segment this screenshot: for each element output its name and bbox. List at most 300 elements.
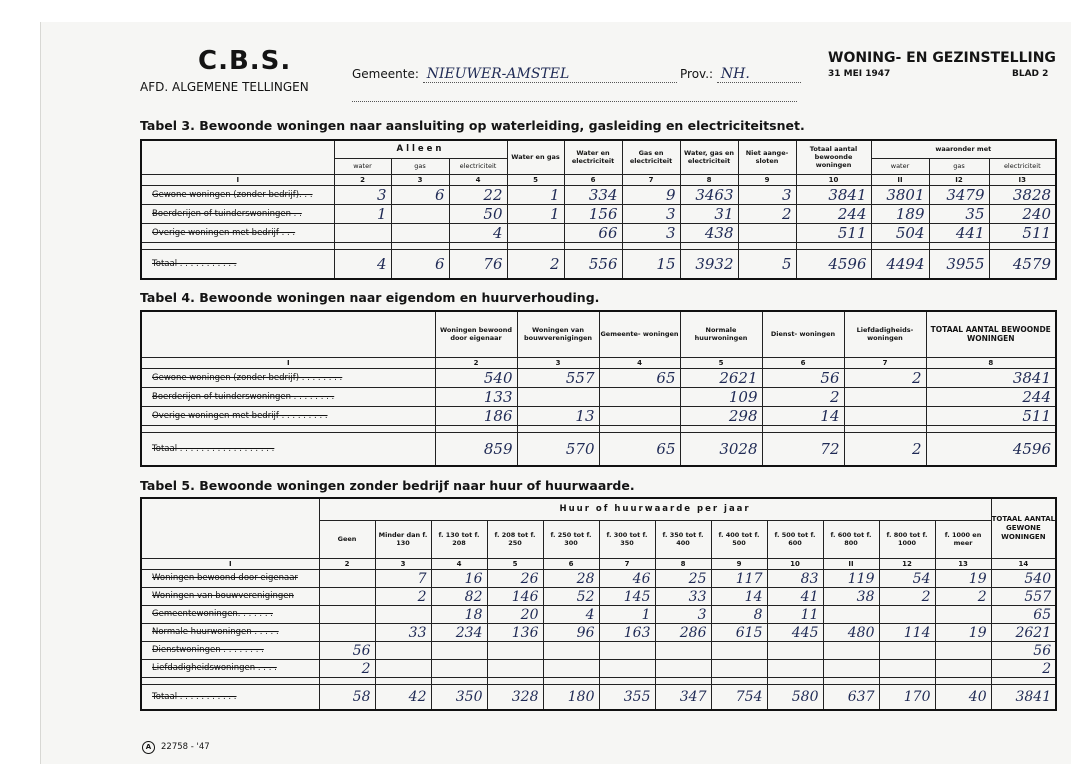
table4-title: Tabel 4. Bewoonde woningen naar eigendom en huurverhouding. — [140, 290, 600, 305]
table3-cell: 334 — [564, 185, 622, 204]
colnum: 10 — [767, 558, 823, 569]
table5-cell: 19 — [935, 569, 991, 587]
table5-row-label: Liefdadigheidswoningen . . . . — [141, 659, 319, 677]
table5-total-cell: 58 — [319, 684, 375, 710]
table5-cell: 14 — [711, 587, 767, 605]
table5-cell: 3 — [655, 605, 711, 623]
table4-total-cell: 3028 — [680, 432, 762, 466]
table4-row — [141, 387, 1056, 406]
table5-cell: 28 — [543, 569, 599, 587]
table5-col-totaal: TOTAAL AANTAL GEWONE WONINGEN — [991, 498, 1056, 558]
spacer-cell — [989, 242, 1056, 249]
table5-cell: 146 — [487, 587, 543, 605]
table5-cell: 145 — [599, 587, 655, 605]
table5-cell: 41 — [767, 587, 823, 605]
table4-cell: 186 — [435, 406, 517, 425]
table4-cell: 65 — [599, 368, 680, 387]
table5-total-cell: 42 — [375, 684, 431, 710]
colnum: II — [871, 174, 929, 185]
table3-row-label: Gewone woningen (zonder bedrijf). . . — [141, 185, 334, 204]
table3-row-label: Boerderijen of tuinderswoningen . . — [141, 204, 334, 223]
table5-cell: 52 — [543, 587, 599, 605]
table3-cell: 1 — [507, 204, 564, 223]
table4-col-totaal: TOTAAL AANTAL BEWOONDE WONINGEN — [926, 311, 1056, 357]
table4-col-gemeente: Gemeente- woningen — [599, 311, 680, 357]
table5-cell: 163 — [599, 623, 655, 641]
table5-total-cell: 637 — [823, 684, 879, 710]
spacer-cell — [935, 677, 991, 684]
colnum: I3 — [989, 174, 1056, 185]
spacer-cell — [926, 425, 1056, 432]
table3-cell: 66 — [564, 223, 622, 242]
table5-cell — [879, 641, 935, 659]
table3-sub-gas: gas — [391, 158, 449, 174]
table4-cell: 2 — [762, 387, 844, 406]
table3-cell: 1 — [334, 204, 391, 223]
table3-cell: 3801 — [871, 185, 929, 204]
table5-cell: 234 — [431, 623, 487, 641]
table3-total-cell: 4596 — [796, 249, 871, 279]
table5-cell: 26 — [487, 569, 543, 587]
province-label: Prov.: — [680, 67, 714, 81]
colnum: 5 — [507, 174, 564, 185]
table5-cell — [431, 659, 487, 677]
table5-cell — [319, 605, 375, 623]
table4-cell: 56 — [762, 368, 844, 387]
spacer-cell — [319, 677, 375, 684]
table5-cell — [767, 641, 823, 659]
table4-col-liefdadig: Liefdadigheids- woningen — [844, 311, 926, 357]
table4-row — [141, 406, 1056, 425]
table5-cell — [879, 605, 935, 623]
table5-total-cell: 347 — [655, 684, 711, 710]
table5-cell: 82 — [431, 587, 487, 605]
table4-row-label: Gewone woningen (zonder bedrijf) . . . . . . . . — [141, 368, 435, 387]
table5-cell — [319, 569, 375, 587]
table5-cell: 38 — [823, 587, 879, 605]
table5-col-header: Geen — [319, 520, 375, 558]
table5-row — [141, 659, 1056, 677]
table3-cell: 189 — [871, 204, 929, 223]
spacer-cell — [507, 242, 564, 249]
table4-colnum-row — [141, 357, 1056, 368]
table3-cell: 50 — [449, 204, 507, 223]
table3-total-cell: 556 — [564, 249, 622, 279]
colnum: 8 — [926, 357, 1056, 368]
table3-row — [141, 223, 1056, 242]
spacer-cell — [823, 677, 879, 684]
table4-cell: 3841 — [926, 368, 1056, 387]
table3-cell: 3 — [738, 185, 796, 204]
table3-total-row — [141, 249, 1056, 279]
table5-cell: 1 — [599, 605, 655, 623]
table3-col-gas-elec: Gas en electriciteit — [622, 140, 680, 174]
table5-cell: 540 — [991, 569, 1056, 587]
table5-cell: 4 — [543, 605, 599, 623]
table3-total-cell: 4579 — [989, 249, 1056, 279]
table3-cell: 244 — [796, 204, 871, 223]
table5-corner — [141, 498, 319, 558]
spacer-cell — [599, 425, 680, 432]
table5-cell — [375, 641, 431, 659]
table4-col-bouwver: Woningen van bouwverenigingen — [517, 311, 599, 357]
table3-colnum-row — [141, 174, 1056, 185]
colnum: 5 — [680, 357, 762, 368]
spacer-cell — [796, 242, 871, 249]
table5-cell: 56 — [319, 641, 375, 659]
table4-total-label: Totaal . . . . . . . . . . . . . . . . . . — [141, 432, 435, 466]
gemeente-value: NIEUWER-AMSTEL — [423, 66, 677, 83]
colnum: 5 — [487, 558, 543, 569]
province-value: NH. — [717, 66, 801, 83]
table5-row — [141, 587, 1056, 605]
colnum: I — [141, 357, 435, 368]
table3-sub-water: water — [334, 158, 391, 174]
table3-sub2-gas: gas — [929, 158, 989, 174]
table5-cell — [319, 587, 375, 605]
table4-total-cell: 4596 — [926, 432, 1056, 466]
table3-cell: 504 — [871, 223, 929, 242]
table5-row — [141, 569, 1056, 587]
table5-cell: 445 — [767, 623, 823, 641]
table5-total-cell: 580 — [767, 684, 823, 710]
table5-row-label: Woningen van bouwverenigingen — [141, 587, 319, 605]
form-code: 22758 - '47 — [161, 742, 210, 752]
colnum: 8 — [680, 174, 738, 185]
table5-cell — [375, 605, 431, 623]
table5-cell: 2 — [375, 587, 431, 605]
department-label: AFD. ALGEMENE TELLINGEN — [140, 80, 309, 94]
spacer-cell — [622, 242, 680, 249]
table4-cell: 13 — [517, 406, 599, 425]
table5-cell — [599, 641, 655, 659]
table5 — [140, 497, 1057, 711]
table5-cell: 2621 — [991, 623, 1056, 641]
gemeente-label: Gemeente: — [352, 67, 419, 81]
table4-total-cell: 72 — [762, 432, 844, 466]
spacer-cell — [334, 242, 391, 249]
table3-cell: 6 — [391, 185, 449, 204]
table5-cell: 16 — [431, 569, 487, 587]
table5-row-label: Woningen bewoond door eigenaar — [141, 569, 319, 587]
table4-cell: 244 — [926, 387, 1056, 406]
colnum: 3 — [391, 174, 449, 185]
table5-cell — [823, 659, 879, 677]
table3-corner — [141, 140, 334, 174]
table5-cell: 96 — [543, 623, 599, 641]
table5-col-header: f. 130 tot f. 208 — [431, 520, 487, 558]
table5-cell: 557 — [991, 587, 1056, 605]
table5-body — [141, 569, 1056, 710]
table5-col-header: f. 1000 en meer — [935, 520, 991, 558]
table5-spacer-row — [141, 677, 1056, 684]
colnum: 3 — [375, 558, 431, 569]
table4-cell — [844, 406, 926, 425]
table5-cell: 2 — [879, 587, 935, 605]
table3-total-cell: 15 — [622, 249, 680, 279]
table5-cell: 2 — [991, 659, 1056, 677]
table5-cell — [319, 623, 375, 641]
table5-cell — [543, 641, 599, 659]
colnum: 10 — [796, 174, 871, 185]
table3-cell: 3479 — [929, 185, 989, 204]
table5-cell: 20 — [487, 605, 543, 623]
table3-row-label: Overige woningen met bedrijf . . . — [141, 223, 334, 242]
table3-cell: 1 — [507, 185, 564, 204]
table4-cell — [599, 406, 680, 425]
spacer-cell — [680, 425, 762, 432]
table3-cell — [334, 223, 391, 242]
table5-col-header: f. 250 tot f. 300 — [543, 520, 599, 558]
spacer-cell — [435, 425, 517, 432]
colnum: 7 — [844, 357, 926, 368]
table3-total-cell: 3955 — [929, 249, 989, 279]
table3 — [140, 139, 1057, 280]
table5-cell: 33 — [375, 623, 431, 641]
table4-total-cell: 65 — [599, 432, 680, 466]
table3-cell: 3 — [622, 223, 680, 242]
table4-total-cell: 570 — [517, 432, 599, 466]
table5-cell — [823, 641, 879, 659]
table3-col-all: Water, gas en electriciteit — [680, 140, 738, 174]
table5-cell: 286 — [655, 623, 711, 641]
table4-cell: 298 — [680, 406, 762, 425]
table3-cell: 35 — [929, 204, 989, 223]
colnum: 9 — [711, 558, 767, 569]
colnum: 4 — [599, 357, 680, 368]
spacer-cell — [844, 425, 926, 432]
table5-cell — [543, 659, 599, 677]
colnum: 2 — [319, 558, 375, 569]
table3-total-label: Totaal . . . . . . . . . . . — [141, 249, 334, 279]
table4-cell: 2 — [844, 368, 926, 387]
table5-total-label: Totaal . . . . . . . . . . . — [141, 684, 319, 710]
table5-row — [141, 605, 1056, 623]
table5-total-cell: 40 — [935, 684, 991, 710]
table4-body — [141, 368, 1056, 466]
table4-total-cell: 2 — [844, 432, 926, 466]
table4-cell: 540 — [435, 368, 517, 387]
table5-cell: 114 — [879, 623, 935, 641]
table5-row — [141, 641, 1056, 659]
table4-cell: 14 — [762, 406, 844, 425]
table5-cell — [655, 641, 711, 659]
table4-cell: 133 — [435, 387, 517, 406]
table5-total-row — [141, 684, 1056, 710]
table3-total-cell: 76 — [449, 249, 507, 279]
table5-total-cell: 180 — [543, 684, 599, 710]
table5-cell — [935, 605, 991, 623]
table3-cell: 3841 — [796, 185, 871, 204]
table3-total-cell: 6 — [391, 249, 449, 279]
spacer-cell — [391, 242, 449, 249]
colnum: I — [141, 558, 319, 569]
table5-total-cell: 754 — [711, 684, 767, 710]
table4-cell: 557 — [517, 368, 599, 387]
table3-cell: 3463 — [680, 185, 738, 204]
colnum: 6 — [762, 357, 844, 368]
table5-col-header: f. 400 tot f. 500 — [711, 520, 767, 558]
spacer-cell — [738, 242, 796, 249]
census-date: 31 MEI 1947 — [828, 69, 891, 79]
colnum: 2 — [334, 174, 391, 185]
table5-cell — [767, 659, 823, 677]
spacer-cell — [517, 425, 599, 432]
table5-cell — [487, 659, 543, 677]
table3-row — [141, 204, 1056, 223]
table4-cell: 109 — [680, 387, 762, 406]
table5-cell — [935, 659, 991, 677]
table4-cell — [517, 387, 599, 406]
table4-row-label: Overige woningen met bedrijf . . . . . . . . . — [141, 406, 435, 425]
table5-cell: 119 — [823, 569, 879, 587]
table4-spacer-row — [141, 425, 1056, 432]
table3-total-cell: 4 — [334, 249, 391, 279]
colnum: I2 — [929, 174, 989, 185]
table3-cell — [391, 223, 449, 242]
table5-cell — [879, 659, 935, 677]
spacer-cell — [762, 425, 844, 432]
spacer-cell — [879, 677, 935, 684]
table3-cell — [391, 204, 449, 223]
table5-cell: 2 — [319, 659, 375, 677]
spacer-cell — [487, 677, 543, 684]
table3-cell: 3 — [334, 185, 391, 204]
colnum: 8 — [655, 558, 711, 569]
table3-cell: 240 — [989, 204, 1056, 223]
table5-total-cell: 170 — [879, 684, 935, 710]
table3-col-water-gas: Water en gas — [507, 140, 564, 174]
table3-cell — [507, 223, 564, 242]
printer-logo: A — [142, 741, 155, 754]
table4-cell: 2621 — [680, 368, 762, 387]
table5-cell — [711, 659, 767, 677]
colnum: 12 — [879, 558, 935, 569]
table5-cell: 65 — [991, 605, 1056, 623]
table5-total-cell: 328 — [487, 684, 543, 710]
table3-cell: 438 — [680, 223, 738, 242]
spacer-cell — [141, 242, 334, 249]
table5-row-label: Dienstwoningen . . . . . . . . — [141, 641, 319, 659]
table3-cell: 441 — [929, 223, 989, 242]
table3-cell: 511 — [796, 223, 871, 242]
spacer-cell — [543, 677, 599, 684]
spacer-cell — [767, 677, 823, 684]
table5-group-huur: Huur of huurwaarde per jaar — [319, 498, 991, 520]
table4-col-dienst: Dienst- woningen — [762, 311, 844, 357]
table5-total-cell: 355 — [599, 684, 655, 710]
table3-col-totaal: Totaal aantal bewoonde woningen — [796, 140, 871, 174]
spacer-cell — [141, 425, 435, 432]
table3-cell: 9 — [622, 185, 680, 204]
table3-cell: 3828 — [989, 185, 1056, 204]
table5-col-header: Minder dan f. 130 — [375, 520, 431, 558]
table4-col-normale: Normale huurwoningen — [680, 311, 762, 357]
colnum: 2 — [435, 357, 517, 368]
table3-cell: 22 — [449, 185, 507, 204]
table4-corner — [141, 311, 435, 357]
form-footer — [142, 741, 210, 754]
table5-cell: 83 — [767, 569, 823, 587]
table5-row — [141, 623, 1056, 641]
census-title: WONING- EN GEZINSTELLING — [828, 50, 1056, 66]
table5-cell — [487, 641, 543, 659]
spacer-cell — [680, 242, 738, 249]
table3-title: Tabel 3. Bewoonde woningen naar aansluiting op waterleiding, gasleiding en electriciteitsnet. — [140, 118, 805, 133]
table5-cell: 56 — [991, 641, 1056, 659]
table5-total-cell: 350 — [431, 684, 487, 710]
colnum: I — [141, 174, 334, 185]
table3-body — [141, 185, 1056, 279]
table3-total-cell: 3932 — [680, 249, 738, 279]
table5-cell: 7 — [375, 569, 431, 587]
table5-title: Tabel 5. Bewoonde woningen zonder bedrijf naar huur of huurwaarde. — [140, 478, 635, 493]
table4-col-eigenaar: Woningen bewoond door eigenaar — [435, 311, 517, 357]
spacer-cell — [431, 677, 487, 684]
table5-cell — [711, 641, 767, 659]
table5-cell: 117 — [711, 569, 767, 587]
table5-cell: 18 — [431, 605, 487, 623]
table3-cell: 4 — [449, 223, 507, 242]
spacer-cell — [655, 677, 711, 684]
table5-cell: 54 — [879, 569, 935, 587]
table5-col-header: f. 500 tot f. 600 — [767, 520, 823, 558]
gemeente-extra-line — [352, 101, 797, 102]
table4-cell — [599, 387, 680, 406]
org-title: C.B.S. — [198, 46, 292, 76]
table5-cell: 480 — [823, 623, 879, 641]
table5-row-label: Normale huurwoningen . . . . . — [141, 623, 319, 641]
table4-cell — [844, 387, 926, 406]
table3-sub2-water: water — [871, 158, 929, 174]
table4-row — [141, 368, 1056, 387]
table5-cell — [655, 659, 711, 677]
spacer-cell — [449, 242, 507, 249]
table3-row — [141, 185, 1056, 204]
table3-total-cell: 2 — [507, 249, 564, 279]
province-field — [680, 66, 801, 83]
table5-cell: 25 — [655, 569, 711, 587]
table5-cell: 136 — [487, 623, 543, 641]
page-label: BLAD 2 — [1012, 69, 1049, 79]
table3-cell: 511 — [989, 223, 1056, 242]
table5-cell: 46 — [599, 569, 655, 587]
table3-col-niet: Niet aange- sloten — [738, 140, 796, 174]
table5-col-header: f. 600 tot f. 800 — [823, 520, 879, 558]
gemeente-field — [352, 66, 677, 83]
table3-sub2-elec: electriciteit — [989, 158, 1056, 174]
table5-row-label: Gemeentewoningen. . . . . . . — [141, 605, 319, 623]
colnum: 13 — [935, 558, 991, 569]
colnum: II — [823, 558, 879, 569]
table4-row-label: Boerderijen of tuinderswoningen . . . . . . . . — [141, 387, 435, 406]
table4-total-row — [141, 432, 1056, 466]
colnum: 6 — [564, 174, 622, 185]
table3-sub-elec: electriciteit — [449, 158, 507, 174]
table5-cell — [599, 659, 655, 677]
spacer-cell — [929, 242, 989, 249]
spacer-cell — [711, 677, 767, 684]
table5-colnum-row — [141, 558, 1056, 569]
table3-group-alleen: Alleen — [334, 140, 507, 158]
table3-col-water-elec: Water en electriciteit — [564, 140, 622, 174]
table3-spacer-row — [141, 242, 1056, 249]
spacer-cell — [599, 677, 655, 684]
table5-cell — [431, 641, 487, 659]
table5-cell: 615 — [711, 623, 767, 641]
spacer-cell — [564, 242, 622, 249]
colnum: 9 — [738, 174, 796, 185]
